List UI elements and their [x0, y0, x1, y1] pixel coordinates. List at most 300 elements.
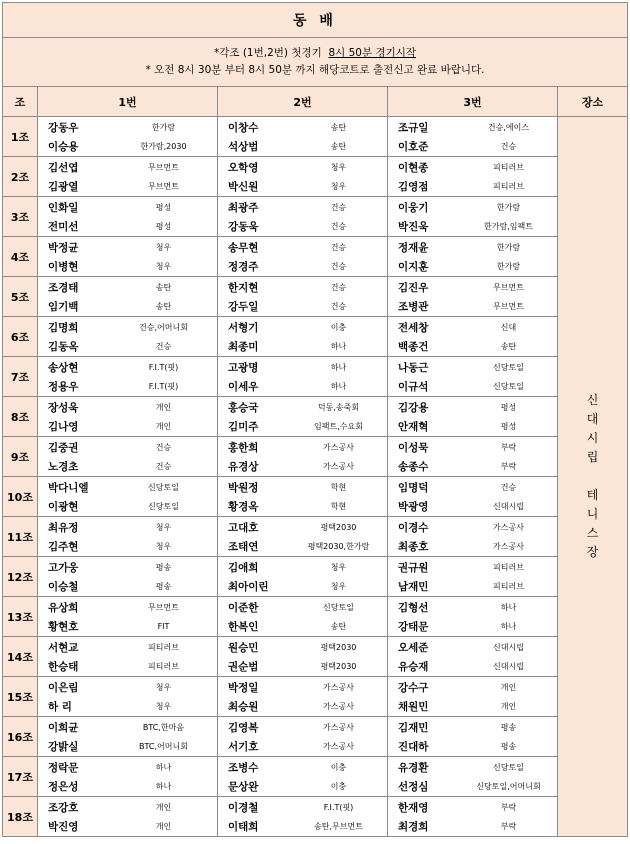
player-name: 이성묵 [398, 441, 429, 454]
player-name: 최종호 [398, 540, 429, 553]
player-club: 건승 [330, 202, 347, 212]
player-club: 하나 [330, 381, 347, 391]
player-name: 황경옥 [228, 500, 259, 513]
team-cell-slot-1 [38, 717, 218, 757]
player-name: 정재윤 [398, 241, 429, 254]
player [38, 238, 217, 257]
player [38, 617, 217, 636]
player-name: 한복인 [228, 620, 259, 633]
team-cell-slot-1 [38, 317, 218, 357]
group-row [3, 597, 628, 637]
player [218, 177, 387, 196]
player [388, 118, 557, 137]
notice-line-1 [3, 45, 627, 62]
player-club: 평송 [500, 741, 517, 751]
player-name: 조규일 [398, 121, 429, 134]
player-club: 송탄 [330, 141, 347, 151]
player-name: 김나영 [48, 420, 79, 433]
player-club: 평택2030 [320, 642, 357, 652]
player-club: 송탄 [330, 621, 347, 631]
player-name: 이은림 [48, 681, 79, 694]
player-name: 유경환 [398, 761, 429, 774]
player-name: 박원정 [228, 481, 259, 494]
player-club: 개인 [155, 802, 172, 812]
player-name: 김애희 [228, 561, 259, 574]
group-label: 8조 [3, 397, 38, 437]
player-name: 최광주 [228, 201, 259, 214]
team-cell-slot-3 [388, 517, 558, 557]
player-club: 청우 [155, 701, 172, 711]
player [388, 278, 557, 297]
player-club: 개인 [155, 821, 172, 831]
player [388, 358, 557, 377]
player-club: 가스공사 [323, 682, 354, 692]
team-cell-slot-3 [388, 797, 558, 837]
player-club: 건승,어머니회 [139, 322, 188, 332]
team-cell-slot-3 [388, 197, 558, 237]
player-club: 개인 [155, 421, 172, 431]
player-name: 정락문 [48, 761, 79, 774]
player-club: 개인 [500, 682, 517, 692]
player [38, 137, 217, 156]
player-club: 하나 [330, 362, 347, 372]
player-club: 하나 [155, 781, 172, 791]
player-name: 권순범 [228, 660, 259, 673]
player-club: BTC,어머니회 [139, 741, 188, 751]
player [218, 257, 387, 276]
player [388, 337, 557, 356]
player-name: 석상범 [228, 140, 259, 153]
player [218, 537, 387, 556]
player-name: 강동욱 [228, 220, 259, 233]
player-club: 건승 [330, 301, 347, 311]
header-slot-1: 1번 [38, 87, 218, 117]
player [38, 718, 217, 737]
draw-table [2, 2, 628, 837]
player-club: 평택2030,한가람 [307, 541, 370, 551]
team-cell-slot-1 [38, 357, 218, 397]
player-club: 가스공사 [323, 461, 354, 471]
player-name: 유승재 [398, 660, 429, 673]
player-name: 박다니엘 [48, 481, 89, 494]
player [38, 337, 217, 356]
team-cell-slot-3 [388, 597, 558, 637]
team-cell-slot-2 [218, 757, 388, 797]
player-name: 이현종 [398, 161, 429, 174]
player-name: 박광영 [398, 500, 429, 513]
player-club: 덕동,송죽회 [317, 402, 360, 412]
player-name: 정경주 [228, 260, 259, 273]
player-name: 전세창 [398, 321, 429, 334]
player [388, 657, 557, 676]
player-club: 신당토일 [323, 602, 354, 612]
team-cell-slot-2 [218, 317, 388, 357]
player-name: 백종건 [398, 340, 429, 353]
player-name: 박정균 [48, 241, 79, 254]
player [388, 678, 557, 697]
player-name: 장성욱 [48, 401, 79, 414]
player-name: 한재영 [398, 801, 429, 814]
player-club: 신당토일 [493, 362, 524, 372]
venue-char: 테 [586, 488, 599, 502]
player-club: 개인 [155, 402, 172, 412]
venue-cell [558, 117, 628, 837]
player-club: 무브먼트 [148, 602, 179, 612]
player-name: 김강용 [398, 401, 429, 414]
player [38, 278, 217, 297]
player-name: 유상희 [48, 601, 79, 614]
player-club: 가스공사 [323, 741, 354, 751]
player-club: 한가람,임팩트 [484, 221, 533, 231]
player [218, 278, 387, 297]
player-name: 한지현 [228, 281, 259, 294]
group-row [3, 437, 628, 477]
team-cell-slot-2 [218, 717, 388, 757]
player [218, 417, 387, 436]
team-cell-slot-2 [218, 557, 388, 597]
group-row [3, 157, 628, 197]
group-label: 2조 [3, 157, 38, 197]
player-club: 평송 [500, 722, 517, 732]
player [38, 798, 217, 817]
player-name: 하 리 [48, 700, 72, 713]
player-name: 강태문 [398, 620, 429, 633]
team-cell-slot-2 [218, 637, 388, 677]
player-name: 홍한희 [228, 441, 259, 454]
player [38, 358, 217, 377]
team-cell-slot-3 [388, 317, 558, 357]
group-row [3, 557, 628, 597]
player-club: 무브먼트 [493, 282, 524, 292]
player-club: 평송 [155, 581, 172, 591]
player-name: 강수구 [398, 681, 429, 694]
player-name: 이경수 [398, 521, 429, 534]
team-cell-slot-3 [388, 477, 558, 517]
team-cell-slot-3 [388, 677, 558, 717]
group-label: 4조 [3, 237, 38, 277]
player [388, 798, 557, 817]
player-club: 건승 [330, 282, 347, 292]
player-club: 평성 [500, 402, 517, 412]
player [218, 697, 387, 716]
team-cell-slot-1 [38, 157, 218, 197]
team-cell-slot-2 [218, 237, 388, 277]
team-cell-slot-1 [38, 117, 218, 157]
player-name: 김진우 [398, 281, 429, 294]
player-name: 송상현 [48, 361, 79, 374]
group-row [3, 237, 628, 277]
player-club: 신대시립 [493, 661, 524, 671]
player [218, 297, 387, 316]
player [388, 177, 557, 196]
player-name: 유경상 [228, 460, 259, 473]
player-name: 조병수 [228, 761, 259, 774]
player-club: 청우 [330, 181, 347, 191]
player-name: 최승원 [228, 700, 259, 713]
player [38, 478, 217, 497]
team-cell-slot-1 [38, 437, 218, 477]
player-name: 김영점 [398, 180, 429, 193]
player-club: 부락 [500, 461, 517, 471]
notice-start-time: 8시 50분 경기시작 [328, 47, 417, 59]
group-label: 9조 [3, 437, 38, 477]
header-slot-3: 3번 [388, 87, 558, 117]
player-name: 최종미 [228, 340, 259, 353]
player [38, 678, 217, 697]
team-cell-slot-3 [388, 717, 558, 757]
team-cell-slot-1 [38, 197, 218, 237]
player-name: 이지훈 [398, 260, 429, 273]
player-club: F.I.T(핏) [148, 362, 179, 372]
player-club: 이충 [330, 322, 347, 332]
player [218, 518, 387, 537]
player-club: 청우 [155, 242, 172, 252]
team-cell-slot-1 [38, 677, 218, 717]
player-club: 송탄 [330, 122, 347, 132]
player-name: 정용우 [48, 380, 79, 393]
player-club: 무브먼트 [148, 181, 179, 191]
player-club: 건승,에이스 [487, 122, 530, 132]
player-club: 이충 [330, 762, 347, 772]
player [218, 678, 387, 697]
player-name: 문상완 [228, 780, 259, 793]
header-slot-2: 2번 [218, 87, 388, 117]
player [218, 617, 387, 636]
team-cell-slot-1 [38, 277, 218, 317]
player-name: 이병현 [48, 260, 79, 273]
player-club: 평성 [500, 421, 517, 431]
team-cell-slot-1 [38, 637, 218, 677]
player [38, 558, 217, 577]
team-cell-slot-3 [388, 557, 558, 597]
player [218, 777, 387, 796]
venue-char: 시 [586, 431, 599, 445]
venue-char: 스 [586, 526, 599, 540]
player-club: 신당토일,어머니회 [476, 781, 541, 791]
group-row [3, 277, 628, 317]
player-name: 이희균 [48, 721, 79, 734]
player-club: BTC,한마음 [142, 722, 185, 732]
player [38, 118, 217, 137]
group-row [3, 397, 628, 437]
player-club: 임팩트,수요회 [314, 421, 363, 431]
player-name: 박진영 [48, 820, 79, 833]
player-club: 한가람,2030 [140, 141, 187, 151]
player-name: 송무현 [228, 241, 259, 254]
player-name: 권규원 [398, 561, 429, 574]
player [388, 318, 557, 337]
team-cell-slot-3 [388, 117, 558, 157]
player [38, 537, 217, 556]
player [388, 377, 557, 396]
player-club: 신대 [500, 322, 517, 332]
team-cell-slot-2 [218, 797, 388, 837]
player-club: 한가람 [496, 202, 521, 212]
player-name: 이규석 [398, 380, 429, 393]
player [218, 318, 387, 337]
player [388, 398, 557, 417]
player-name: 고가웅 [48, 561, 79, 574]
player-name: 김광열 [48, 180, 79, 193]
player [388, 217, 557, 236]
player-name: 이호준 [398, 140, 429, 153]
player [38, 257, 217, 276]
player-club: 신대시립 [493, 501, 524, 511]
player-club: 건승 [155, 461, 172, 471]
player-club: 개인 [500, 701, 517, 711]
player-name: 고광명 [228, 361, 259, 374]
player-name: 강두일 [228, 300, 259, 313]
player [388, 617, 557, 636]
player-name: 임기백 [48, 300, 79, 313]
player-club: 신당토일 [493, 381, 524, 391]
player-club: 가스공사 [493, 522, 524, 532]
player [388, 537, 557, 556]
player-name: 고대호 [228, 521, 259, 534]
player-club: F.I.T(핏) [323, 802, 354, 812]
player-name: 노경초 [48, 460, 79, 473]
player-name: 최아이린 [228, 580, 269, 593]
player [38, 518, 217, 537]
group-label: 1조 [3, 117, 38, 157]
player [218, 238, 387, 257]
player-club: 하나 [500, 621, 517, 631]
player [38, 758, 217, 777]
player [218, 398, 387, 417]
player-club: 신당토일 [148, 501, 179, 511]
player-club: 가스공사 [323, 442, 354, 452]
player-name: 박진욱 [398, 220, 429, 233]
player-club: 건승 [330, 261, 347, 271]
player [38, 177, 217, 196]
group-row [3, 797, 628, 837]
player-club: 평택2030 [320, 522, 357, 532]
player-club: 평성 [155, 221, 172, 231]
player [218, 718, 387, 737]
player [218, 577, 387, 596]
player-name: 강밝실 [48, 740, 79, 753]
header-place: 장소 [558, 87, 628, 117]
player [38, 577, 217, 596]
team-cell-slot-3 [388, 157, 558, 197]
group-row [3, 477, 628, 517]
team-cell-slot-3 [388, 637, 558, 677]
group-row [3, 717, 628, 757]
team-cell-slot-3 [388, 277, 558, 317]
player-name: 이창수 [228, 121, 259, 134]
player [218, 478, 387, 497]
player-club: 건승 [155, 341, 172, 351]
player-club: 청우 [155, 541, 172, 551]
player-name: 홍승국 [228, 401, 259, 414]
player [388, 137, 557, 156]
player [218, 737, 387, 756]
player [218, 598, 387, 617]
player-name: 김선엽 [48, 161, 79, 174]
group-row [3, 357, 628, 397]
player-club: 청우 [330, 562, 347, 572]
team-cell-slot-1 [38, 597, 218, 637]
player [218, 657, 387, 676]
player [38, 158, 217, 177]
player-name: 최유정 [48, 521, 79, 534]
player [38, 598, 217, 617]
player-club: 학현 [330, 482, 347, 492]
player-club: 피티러브 [493, 162, 524, 172]
player [218, 377, 387, 396]
player-name: 김명희 [48, 321, 79, 334]
player [38, 657, 217, 676]
player-club: 건승 [155, 442, 172, 452]
group-row [3, 677, 628, 717]
player [388, 297, 557, 316]
player-name: 김미주 [228, 420, 259, 433]
team-cell-slot-2 [218, 477, 388, 517]
player-club: 학현 [330, 501, 347, 511]
player [388, 457, 557, 476]
header-group: 조 [3, 87, 38, 117]
player [388, 478, 557, 497]
player [388, 257, 557, 276]
group-label: 6조 [3, 317, 38, 357]
player-name: 김동옥 [48, 340, 79, 353]
player [218, 198, 387, 217]
group-label: 14조 [3, 637, 38, 677]
group-row [3, 757, 628, 797]
player [388, 438, 557, 457]
player-club: 부락 [500, 821, 517, 831]
player-name: 박정일 [228, 681, 259, 694]
player [38, 297, 217, 316]
player [388, 737, 557, 756]
player [38, 217, 217, 236]
player-name: 이경철 [228, 801, 259, 814]
player-name: 정은성 [48, 780, 79, 793]
player [218, 137, 387, 156]
player-name: 이준한 [228, 601, 259, 614]
team-cell-slot-3 [388, 357, 558, 397]
player-name: 이승철 [48, 580, 79, 593]
player-club: 무브먼트 [493, 301, 524, 311]
player-club: 무브먼트 [148, 162, 179, 172]
notice [3, 38, 628, 87]
group-label: 18조 [3, 797, 38, 837]
player [388, 558, 557, 577]
player-club: 하나 [155, 762, 172, 772]
player-club: 부락 [500, 802, 517, 812]
player [218, 817, 387, 836]
player-name: 김재민 [398, 721, 429, 734]
player-name: 임명덕 [398, 481, 429, 494]
team-cell-slot-2 [218, 437, 388, 477]
player-name: 이웅기 [398, 201, 429, 214]
team-cell-slot-2 [218, 517, 388, 557]
player [218, 217, 387, 236]
player [38, 318, 217, 337]
player [38, 438, 217, 457]
player [38, 638, 217, 657]
player-name: 이승용 [48, 140, 79, 153]
venue-char: 립 [586, 450, 599, 464]
group-label: 11조 [3, 517, 38, 557]
team-cell-slot-3 [388, 397, 558, 437]
player [388, 817, 557, 836]
player-name: 서형기 [228, 321, 259, 334]
player-club: 청우 [155, 522, 172, 532]
player-club: 건승 [500, 482, 517, 492]
player [388, 718, 557, 737]
player-club: 송탄 [155, 282, 172, 292]
